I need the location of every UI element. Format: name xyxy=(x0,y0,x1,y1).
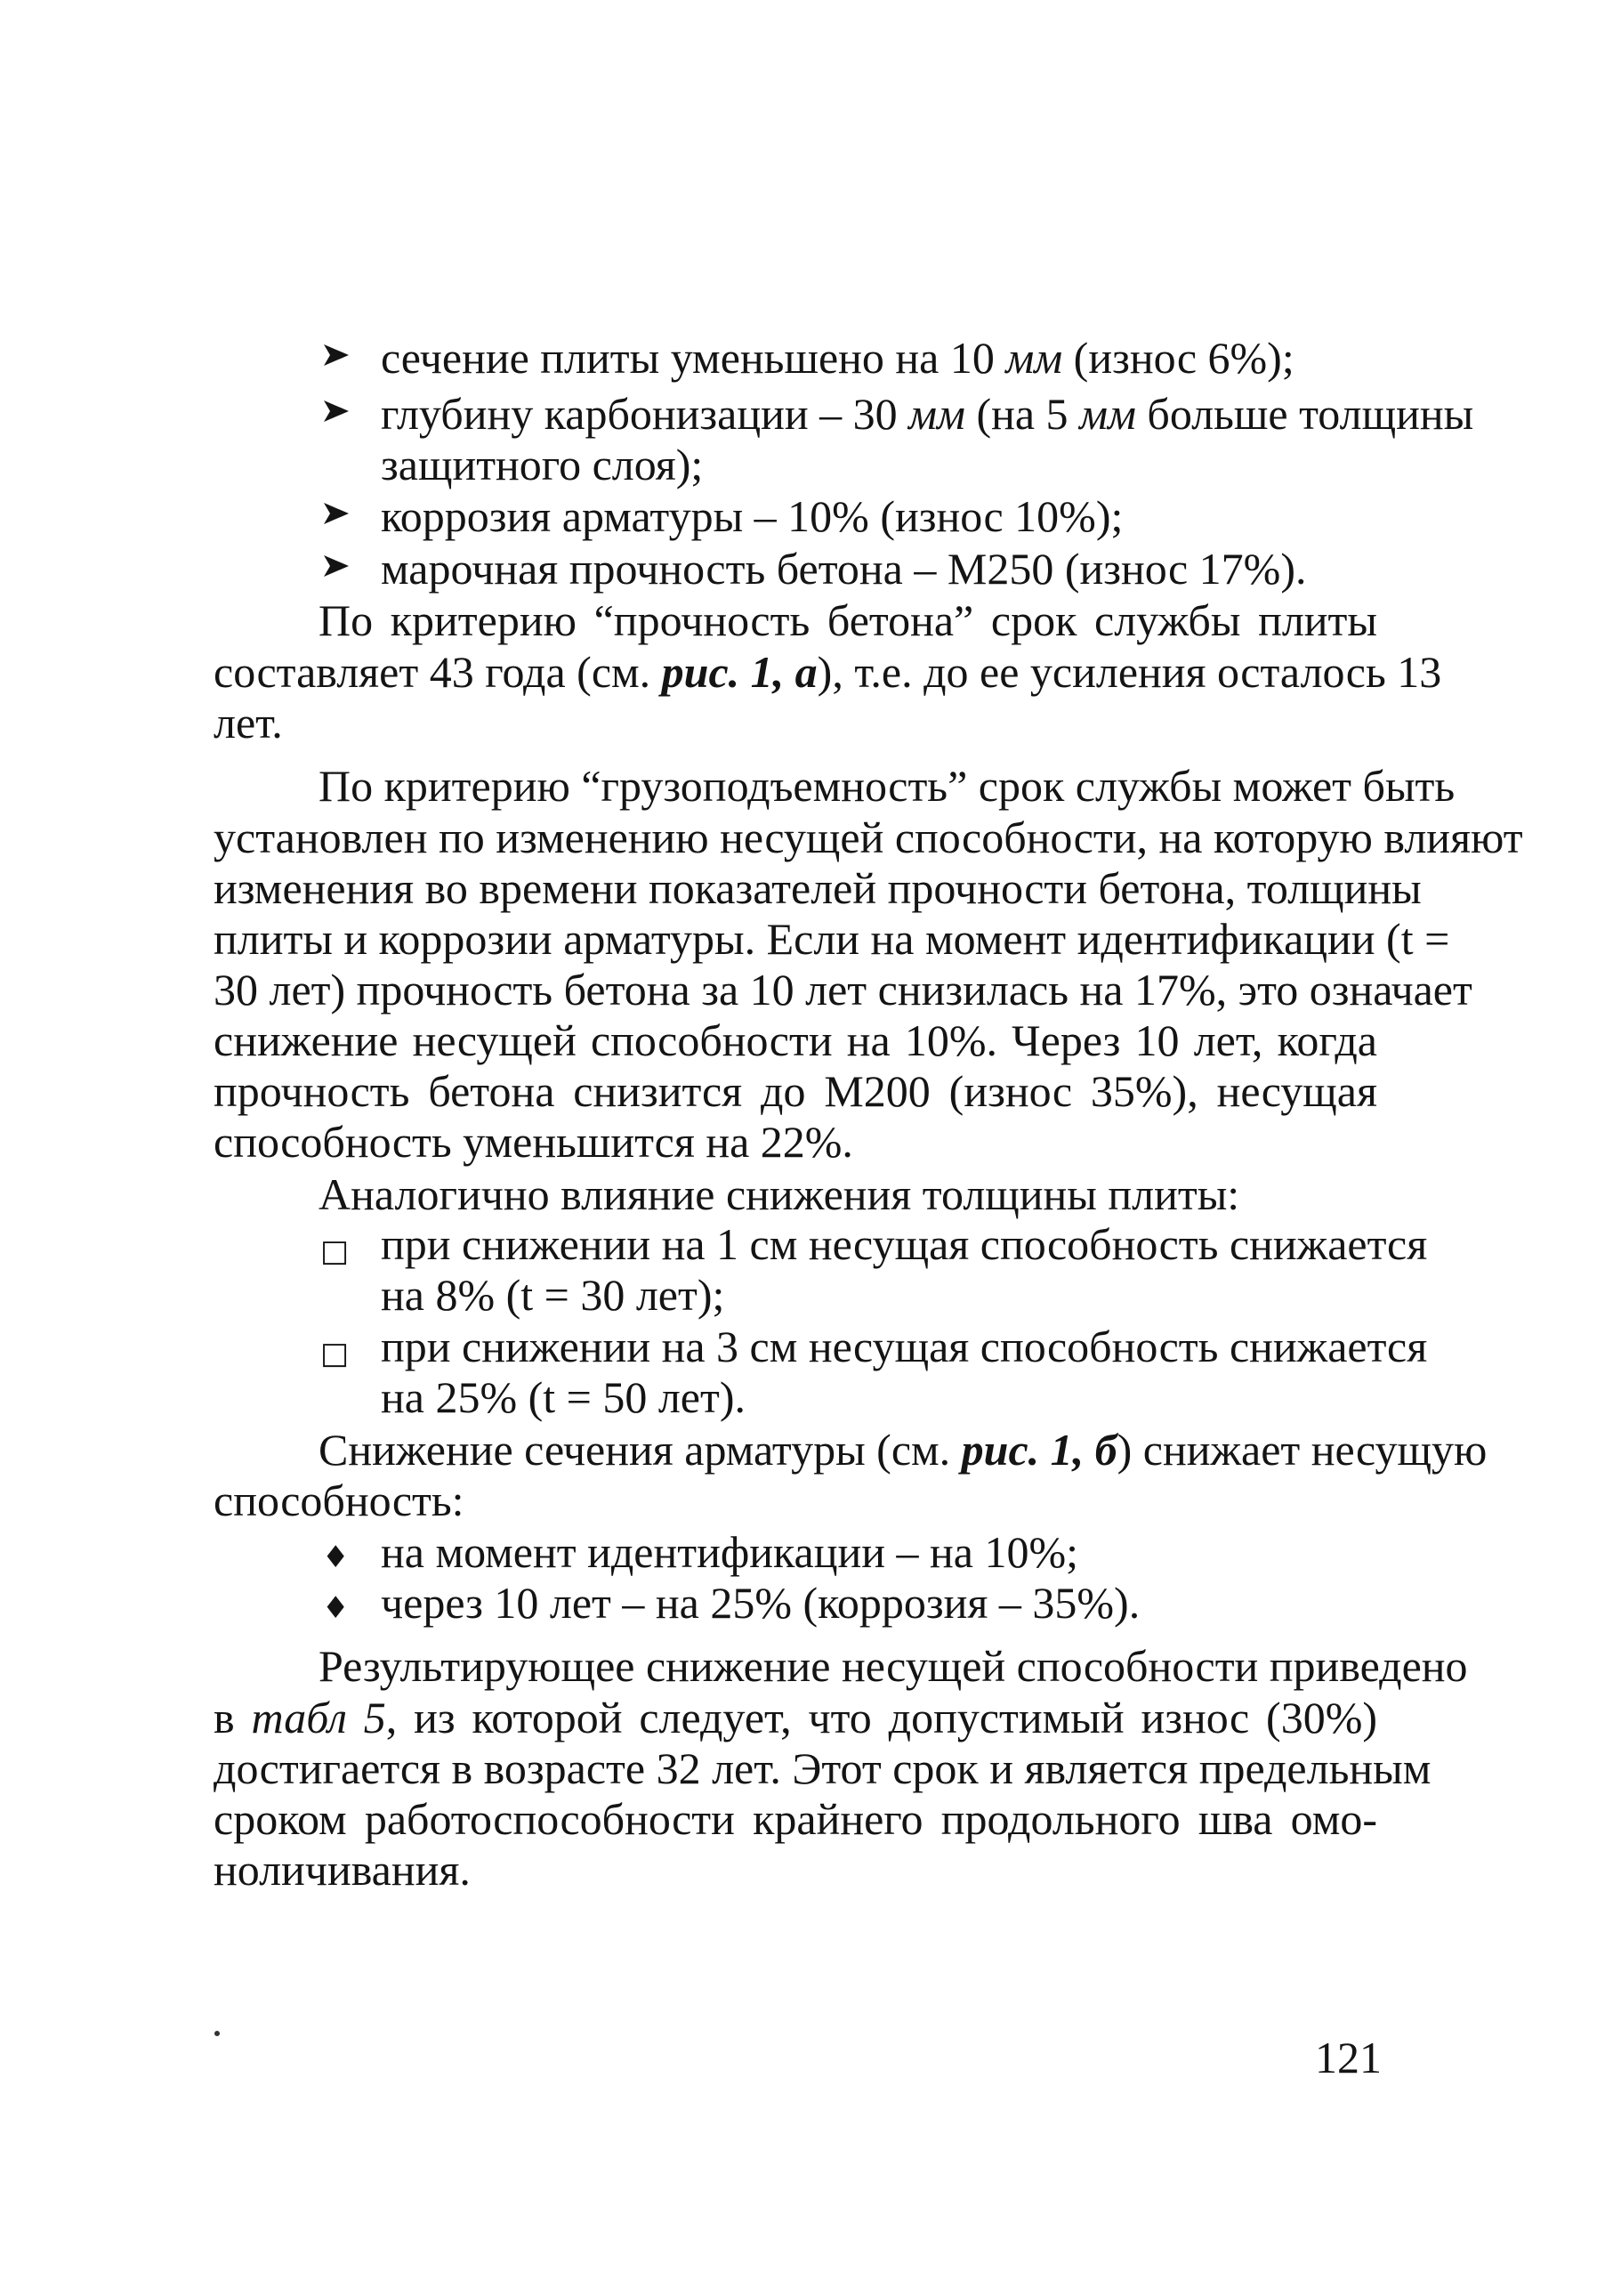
paragraph-line: Результирующее снижение несущей способности приведено xyxy=(319,1641,1468,1691)
bullet-item: при снижении на 3 см несущая способность снижается xyxy=(381,1322,1428,1371)
paragraph-line: способность: xyxy=(214,1475,464,1525)
paragraph-line: снижение несущей способности на 10%. Через 10 лет, когда xyxy=(214,1015,1377,1065)
bullet-item: через 10 лет – на 25% (коррозия – 35%). xyxy=(381,1578,1141,1628)
paragraph-line: Снижение сечения арматуры (см. рис. 1, б) снижает несущую xyxy=(319,1425,1488,1475)
paragraph-line: составляет 43 года (см. рис. 1, а), т.е. до ее усиления осталось 13 xyxy=(214,647,1442,697)
bullet-item: сечение плиты уменьшено на 10 мм (износ 6%); xyxy=(381,333,1294,383)
bullet-item: коррозия арматуры – 10% (износ 10%); xyxy=(381,491,1124,541)
diamond-bullet-icon: ♦ xyxy=(322,1540,350,1575)
paragraph-line: лет. xyxy=(214,698,283,748)
bullet-item: марочная прочность бетона – М250 (износ 17%). xyxy=(381,544,1307,594)
paragraph-line: 30 лет) прочность бетона за 10 лет снизилась на 17%, это означает xyxy=(214,965,1472,1015)
paragraph-line: способность уменьшится на 22%. xyxy=(214,1117,853,1167)
paragraph-line: По критерию “грузоподъемность” срок службы может быть xyxy=(319,761,1456,811)
bullet-item-continuation: на 25% (t = 50 лет). xyxy=(381,1372,746,1422)
arrow-bullet-icon xyxy=(322,501,351,526)
paragraph-line: ноличивания. xyxy=(214,1845,471,1895)
bullet-item: при снижении на 1 см несущая способность снижается xyxy=(381,1219,1428,1269)
bullet-item: глубину карбонизации – 30 мм (на 5 мм больше толщины xyxy=(381,389,1474,439)
paragraph-line: прочность бетона снизится до М200 (износ 35%), несущая xyxy=(214,1066,1377,1116)
arrow-bullet-icon xyxy=(322,343,351,368)
paragraph-line: плиты и коррозии арматуры. Если на момент идентификации (t = xyxy=(214,914,1450,964)
paragraph-line: По критерию “прочность бетона” срок службы плиты xyxy=(319,595,1377,645)
bullet-item-continuation: на 8% (t = 30 лет); xyxy=(381,1270,725,1320)
arrow-bullet-icon xyxy=(322,399,351,424)
square-bullet-icon: □ xyxy=(320,1233,350,1269)
page-number: 121 xyxy=(1315,2033,1382,2082)
paragraph-line: достигается в возрасте 32 лет. Этот срок и является предельным xyxy=(214,1743,1432,1793)
paragraph-line: изменения во времени показателей прочности бетона, толщины xyxy=(214,863,1422,913)
square-bullet-icon: □ xyxy=(320,1336,350,1371)
arrow-bullet-icon xyxy=(322,554,351,578)
paragraph-line: сроком работоспособности крайнего продольного шва омо- xyxy=(214,1794,1377,1844)
paragraph-line: установлен по изменению несущей способности, на которую влияют xyxy=(214,812,1523,862)
paragraph-line: Аналогично влияние снижения толщины плиты: xyxy=(319,1169,1240,1219)
diamond-bullet-icon: ♦ xyxy=(322,1590,350,1626)
bullet-item-continuation: защитного слоя); xyxy=(381,440,704,489)
paragraph-line: в табл 5, из которой следует, что допустимый износ (30%) xyxy=(214,1693,1378,1742)
stray-dot xyxy=(214,2031,220,2036)
bullet-item: на момент идентификации – на 10%; xyxy=(381,1527,1078,1577)
